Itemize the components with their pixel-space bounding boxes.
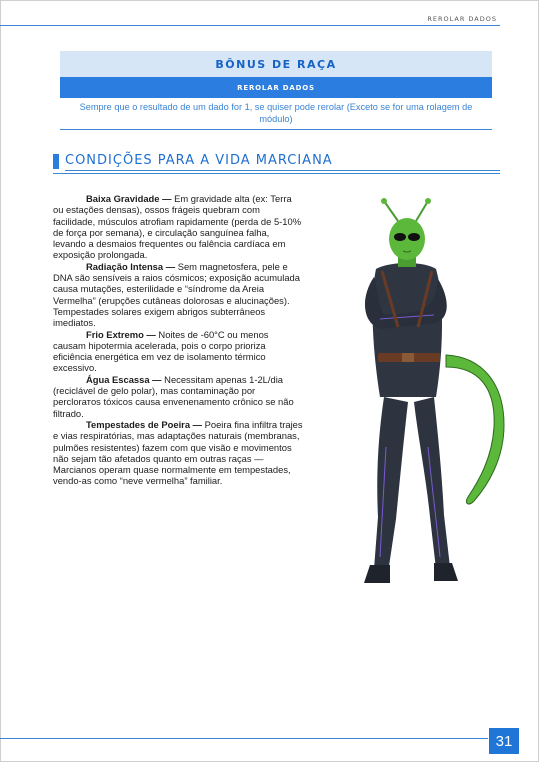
martian-boots [364,563,458,583]
race-bonus-rule [60,129,492,130]
footer-rule [0,738,488,739]
text-gravity: Em gravidade alta (ex: Terra ou estações densas), ossos frágeis quebram com facilidade, músculos atrofiam rapidamente (perda de 5-10% de força por semana), e circulação sanguínea falha, levando a desmaios frequentes ou falência cardíaca em exposição prolongada. [53,193,302,261]
martian-left-eye [394,233,406,241]
running-header: REROLAR DADOS [427,15,497,23]
term-radiation: Radiação Intensa — [86,260,176,272]
martian-illustration [318,197,508,589]
race-bonus-box [60,50,492,130]
text-radiation: Sem magnetosfera, pele e DNA são sensíveis a raios cósmicos; exposição acumulada causa mutações, esterilidade e “síndrome da Areia Vermelha” (erupções cutâneas dolorosas e alucinações). Tempestades solares exigem abrigos subterrâneos imediatos. [53,260,300,329]
term-water: Água Escassa — [86,373,162,385]
race-bonus-title: BÔNUS DE RAÇA [60,50,492,77]
race-bonus-subtitle: REROLAR DADOS [60,77,492,98]
martian-right-eye [408,233,420,241]
martian-torso [373,263,442,397]
martian-head [389,218,425,260]
paragraph-radiation [53,261,303,329]
header-rule [0,25,500,26]
paragraph-gravity [53,193,303,261]
paragraph-dust [53,419,303,487]
body-text [53,193,303,487]
text-dust: Poeira fina infiltra trajes e vias respiratórias, mas adaptações naturais (membranas, pulmões resistentes) fazem com que visão e movimentos não sejam tão afetados quanto em outras raças — Marcianos operam quase normalmente em tempestades, vendo-as como “neve vermelha” familiar. [53,418,303,487]
heading-rule-lower [53,173,500,174]
martian-tail [446,355,504,504]
term-gravity: Baixa Gravidade — [86,193,172,204]
text-water: Necessitam apenas 1-2L/dia (reciclável de gelo polar), mas contaminação por perclorатos tóxicos causa envenenamento crônico se não filtrado. [53,373,294,419]
race-bonus-text: Sempre que o resultado de um dado for 1, se quiser pode rerolar (Exceto se for uma rolagem de módulo) [60,98,492,129]
term-cold: Frio Extremo — [86,328,156,340]
text-cold: Noites de -60°C ou menos causam hipotermia acelerada, pois o corpo prioriza eficiência energética em vez de isolamento térmico excessivo. [53,328,269,374]
paragraph-water [53,374,303,419]
term-dust: Tempestades de Poeira — [86,418,203,430]
heading-bar [53,154,59,169]
heading-rule [65,170,500,171]
section-title: CONDIÇÕES PARA A VIDA MARCIANA [65,153,333,168]
martian-left-leg [374,397,408,573]
paragraph-cold [53,329,303,374]
page-number: 31 [489,728,519,754]
martian-antennae [384,201,428,221]
